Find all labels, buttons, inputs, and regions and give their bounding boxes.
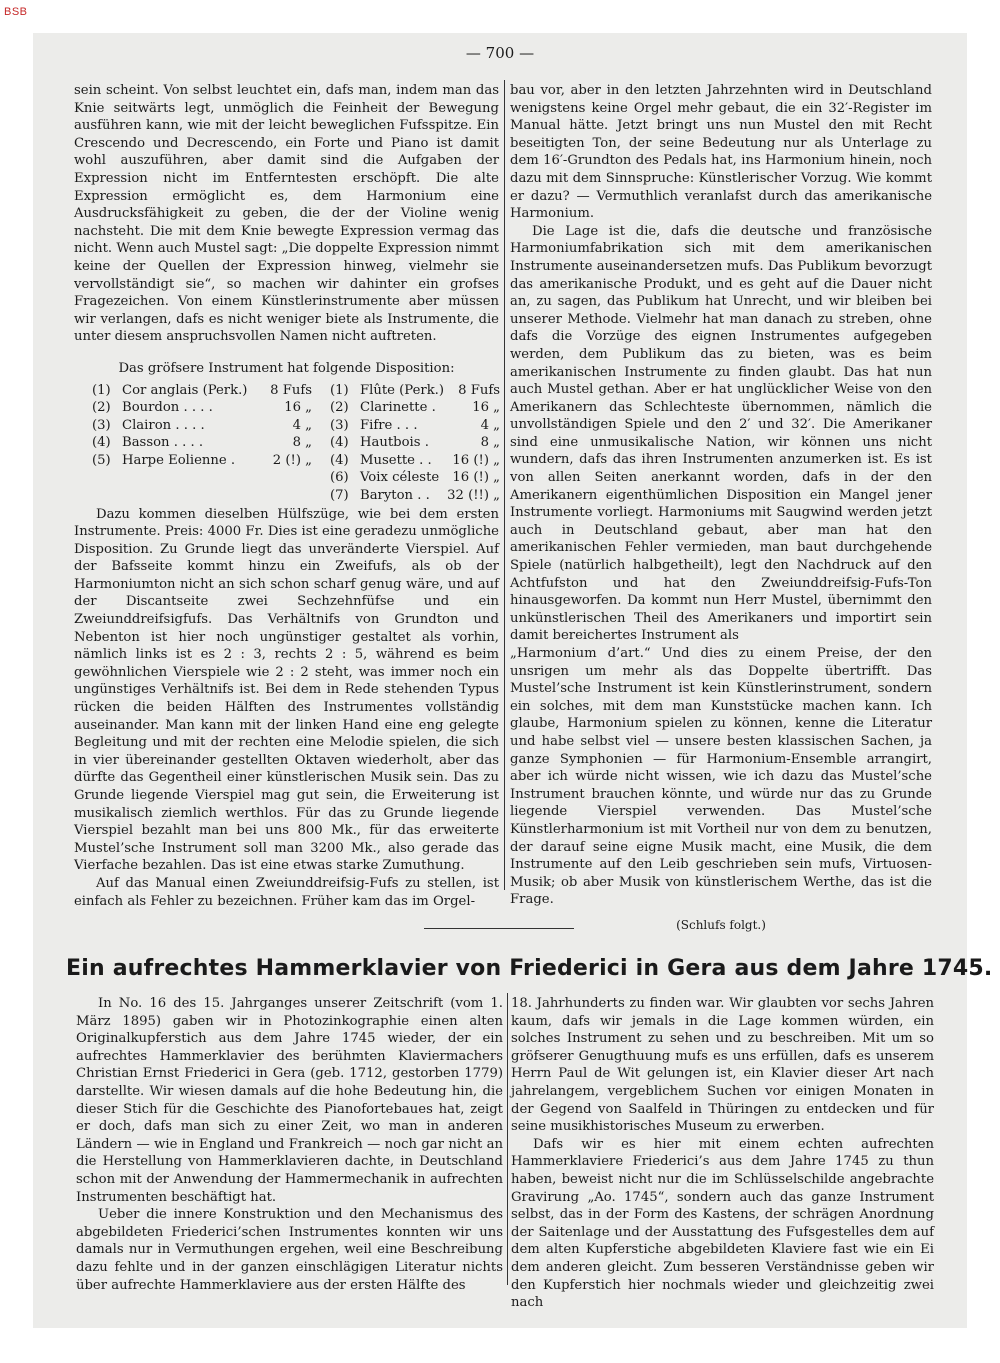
stop-name: Hautbois . (360, 435, 429, 451)
article-headline: Ein aufrechtes Hammerklavier von Friederici in Gera aus dem Jahre 1745. (66, 956, 993, 981)
stop-foot: 16 „ (284, 400, 312, 416)
stop-number: (7) (330, 488, 349, 504)
stop-row (330, 399, 500, 417)
stop-row (92, 434, 312, 452)
paragraph: Die Lage ist die, dafs die deutsche und französische Harmoniumfabrikation sich mit dem amerikanischen Instrumente auseinandersetzen mufs. Das Publikum bevorzugt das amerikanische Produkt, und es geht auf die Dauer nicht an, zu sagen, das Publikum hat Unrecht, und wir bleiben bei unserer Methode. Vielmehr hat man danach zu streben, ohne dafs die Vorzüge des eignen Instrumentes aufgegeben werden, dem Publikum das zu bieten, was es beim amerikanischen Instrumente zu finden glaubt. Das hat nun auch Mustel gethan. Aber er hat unglücklicher Weise von den Amerikanern das Schlechteste übernommen, nämlich die unvollständigen Spiele und den 2′ und 32′. Die Amerikaner sind eine unmusikalische Nation, wir können uns nicht wundern, dafs das ihren Instrumenten anzumerken ist. Es ist von allen Seiten anerkannt worden, dafs in der den Amerikanern eigenthümlichen Disposition ein Mangel jener Instrumente vorliegt. Harmoniums mit Saugwind werden jetzt auch in Deutschland gebaut, aber man hat den amerikanischen Fehler vermieden, man baut durchgehende Spiele (natürlich halbgetheilt), legt den Nachdruck auf den Achtfufston und hat den Zweiunddreifsig-Fufs-Ton hinausgeworfen. Da kommt nun Herr Mustel, übernimmt den unkünstlerischen Theil des Amerikaners und importirt sein damit bereichertes Instrument als (510, 223, 932, 644)
column-divider (504, 80, 505, 890)
column-bottom-right (511, 995, 934, 1312)
paragraph: Dafs wir es hier mit einem echten aufrechten Hammerklaviere Friederici’s aus dem Jahre 1745 zu thun haben, beweist nicht nur die im Schlüsselschilde angebrachte Gravirung „Ao. 1745“, sondern auch das ganze Instrument selbst, das in der Form des Kastens, der schrägen Anordnung der Saitenlage und der Ausstattung des Fufsgestelles dem auf dem alten Kupferstiche abgebildeten Klaviere fast wie ein Ei dem anderen gleicht. Zum besseren Verständnisse geben wir den Kupferstich hier nochmals wieder und gleichzeitig zwei nach (511, 1136, 934, 1311)
stop-row (330, 382, 500, 400)
stop-foot: 8 „ (480, 435, 500, 451)
stop-foot: 8 Fufs (458, 382, 500, 398)
stop-number: (1) (92, 382, 111, 398)
stop-number: (5) (92, 452, 111, 468)
stop-foot: 8 Fufs (270, 382, 312, 398)
stop-number: (4) (92, 435, 111, 451)
stop-name: Bourdon . . . . (122, 400, 213, 416)
paragraph: In No. 16 des 15. Jahrganges unserer Zeitschrift (vom 1. März 1895) gaben wir in Photozinkographie einen alten Originalkupferstich aus dem Jahre 1745 wieder, der ein aufrechtes Hammerklavier des berühmten Klaviermachers Christian Ernst Friederici in Gera (geb. 1712, gestorben 1779) darstellte. Wir wiesen damals auf die hohe Bedeutung hin, die dieser Stich für die Geschichte des Pianofortebaues hat, zeigt er doch, dafs man sich zu einer Zeit, wo man in anderen Ländern — wie in England und Frankreich — noch gar nicht an die Herstellung von Hammerklavieren dachte, in Deutschland schon mit der Anwendung der Hammermechanik in aufrechten Instrumenten beschäftigt hat. (76, 996, 503, 1205)
stop-foot: 16 (!) „ (452, 470, 500, 486)
stop-number: (3) (92, 417, 111, 433)
stop-row (92, 417, 312, 435)
column-top-right (510, 82, 932, 935)
stop-number: (6) (330, 470, 349, 486)
paragraph: Dazu kommen dieselben Hülfszüge, wie bei dem ersten Instrumente. Preis: 4000 Fr. Dies ist eine geradezu unmögliche Disposition. Zu Grunde liegt das unveränderte Vierspiel. Auf der Bafsseite kommt hinzu ein Zweifufs, als ob der Harmoniumton nicht an sich schon scharf genug wäre, und auf der Discantseite zwei Sechzehnfüfse und ein Zweiunddreifsigfufs. Das Verhältnifs von Grundton und Nebenton ist hier noch ungünstiger gestaltet als vorhin, nämlich links ist es 2 : 3, rechts 2 : 5, während es beim gewöhnlichen Vierspiele wie 2 : 2 steht, was immer noch ein ungünstiges Verhältnifs ist. Bei dem in Rede stehenden Typus rücken die beiden Hälften des Instrumentes vollständig auseinander. Man kann mit der linken Hand eine eng gelegte Begleitung und mit der rechten eine Melodie spielen, die sich in vier übereinander gestellten Oktaven wiederholt, aber das dürfte das Gegentheil einer künstlerischen Musik sein. Das zu Grunde liegende Vierspiel mag gut sein, die Erweiterung ist musikalisch ziemlich werthlos. Für das zu Grunde liegende Vierspiel bezahlt man bei uns 800 Mk., für das erweiterte Mustel’sche Instrument soll man 3200 Mk., also gerade das Vierfache bezahlen. Das ist eine etwas starke Zumuthung. (74, 506, 499, 874)
stop-number: (1) (330, 382, 349, 398)
stop-foot: 4 „ (292, 417, 312, 433)
stop-row (330, 434, 500, 452)
stop-foot: 2 (!) „ (272, 452, 312, 468)
page-number: — 700 — (465, 44, 535, 62)
stop-name: Musette . . (360, 452, 432, 468)
stop-number: (4) (330, 435, 349, 451)
disposition-table (74, 382, 500, 504)
stop-row (92, 452, 312, 470)
stop-foot: 16 (!) „ (452, 452, 500, 468)
stop-row (330, 469, 500, 487)
stop-name: Harpe Eolienne . (122, 452, 236, 468)
column-top-left (74, 82, 499, 910)
stop-name: Fifre . . . (360, 417, 418, 433)
paragraph: bau vor, aber in den letzten Jahrzehnten wird in Deutschland wenigstens keine Orgel mehr gebaut, die ein 32′-Register im Manual hätte. Jetzt bringt uns nun Mustel den mit Recht beseitigten Ton, der seine Bedeutung nur als Unterlage zu dem 16′-Grundton des Pedals hat, ins Harmonium hinein, noch dazu mit dem Sinnspruche: Künstlerischer Vorzug. Wie kommt er dazu? — Vermuthlich veranlafst durch das amerikanische Harmonium. (510, 83, 932, 222)
stop-number: (4) (330, 452, 349, 468)
stop-row (330, 417, 500, 435)
continued-note: (Schlufs folgt.) (676, 917, 766, 932)
column-bottom-left (76, 995, 503, 1294)
stop-foot: 8 „ (292, 435, 312, 451)
stop-number: (2) (92, 400, 111, 416)
stop-number: (3) (330, 417, 349, 433)
paragraph: sein scheint. Von selbst leuchtet ein, dafs man, indem man das Knie seitwärts legt, unmöglich die Feinheit der Bewegung ausführen kann, wie mit der leicht beweglichen Fufsspitze. Ein Crescendo und Decrescendo, ein Forte und Piano ist damit wohl auszuführen, aber damit sind die Aufgaben der Expression nicht im Entferntesten erschöpft. Die alte Expression ermöglicht es, dem Harmonium eine Ausdrucksfähigkeit zu geben, die der der Violine wenig nachsteht. Die mit dem Knie bewegte Expression vermag das nicht. Wenn auch Mustel sagt: „Die doppelte Expression nimmt keine der Quellen der Expression hinweg, vielmehr sie vervollständigt sie“, so machen wir dahinter ein grofses Fragezeichen. Von einem Künstlerinstrumente aber müssen wir verlangen, dafs es nicht weniger biete als Instrumente, die unter diesem anspruchsvollen Namen nicht auftreten. (74, 83, 499, 345)
watermark-label: BSB (4, 6, 28, 18)
paragraph: Auf das Manual einen Zweiunddreifsig-Fufs zu stellen, ist einfach als Fehler zu bezeichnen. Früher kam das im Orgel- (74, 875, 499, 909)
paragraph: Ueber die innere Konstruktion und den Mechanismus des abgebildeten Friederici’schen Instrumentes konnten wir uns damals nur in Vermuthungen ergehen, weil eine Beschreibung dazu fehlte und in der ganzen einschlägigen Literatur nichts über aufrechte Hammerklaviere aus der ersten Hälfte des (76, 1207, 503, 1293)
stop-name: Cor anglais (Perk.) (122, 382, 248, 398)
column-divider (507, 993, 508, 1285)
stop-row (92, 382, 312, 400)
stop-name: Clarinette . (360, 400, 436, 416)
stop-name: Baryton . . (360, 488, 430, 504)
stop-row (330, 487, 500, 505)
stop-foot: 16 „ (472, 400, 500, 416)
stop-name: Basson . . . . (122, 435, 204, 451)
disposition-left-column (92, 382, 312, 470)
stop-foot: 32 (!!) „ (447, 488, 500, 504)
disposition-right-column (330, 382, 500, 505)
stop-number: (2) (330, 400, 349, 416)
stop-row (330, 452, 500, 470)
stop-row (92, 399, 312, 417)
paragraph: 18. Jahrhunderts zu finden war. Wir glaubten vor sechs Jahren kaum, dafs wir jemals in die Lage kommen würden, ein solches Instrument zu sehen und zu beschreiben. Mit um so gröfserer Genugthuung mufs es uns erfüllen, dafs es unserem Herrn Paul de Wit gelungen ist, ein Klavier dieser Art nach jahrelangem, vergeblichem Suchen vor einigen Monaten in der Gegend von Saalfeld in Thüringen zu entdecken und für seine musikhistorisches Museum zu erwerben. (511, 996, 934, 1135)
section-divider (424, 928, 574, 929)
disposition-title: Das gröfsere Instrument hat folgende Disposition: (118, 360, 455, 376)
stop-foot: 4 „ (480, 417, 500, 433)
paragraph: „Harmonium d’art.“ Und dies zu einem Preise, der den unsrigen um mehr als das Doppelte übertrifft. Das Mustel’sche Instrument ist kein Künstlerinstrument, sondern ein solches, mit dem man Kunststücke machen kann. Ich glaube, Harmonium spielen zu können, kenne die Literatur und habe selbst viel — unsere besten klassischen Sachen, ja ganze Symphonien — für Harmonium-Ensemble arrangirt, aber ich würde nicht wissen, wie ich dazu das Mustel’sche Instrument brauchen könnte, und würde nur das zu Grunde liegende Vierspiel verwenden. Das Mustel’sche Künstlerharmonium ist mit Vortheil nur von dem zu benutzen, der darauf seine eigne Musik macht, eine Musik, die dem Instrumente auf den Leib geschrieben sein mufs, Virtuosen-Musik; ob aber Musik von künstlerischem Werthe, das ist die Frage. (510, 646, 932, 908)
stop-name: Voix céleste (360, 470, 440, 486)
stop-name: Clairon . . . . (122, 417, 205, 433)
stop-name: Flûte (Perk.) (360, 382, 445, 398)
